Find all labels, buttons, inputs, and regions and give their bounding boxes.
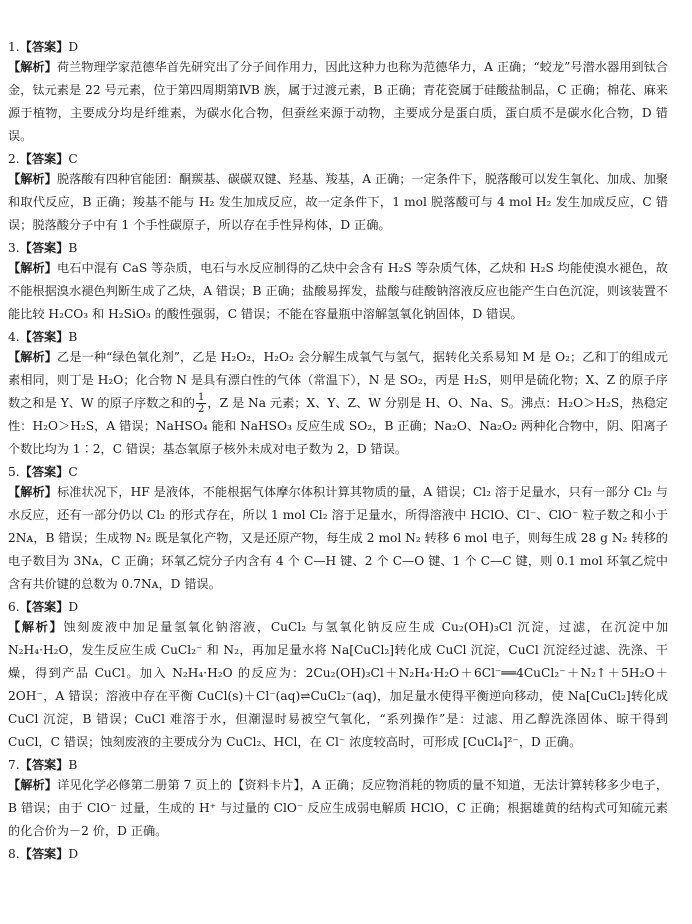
- answer-line: 7.【答案】B: [8, 758, 78, 772]
- question-2: [8, 150, 668, 237]
- explanation: 【解析】脱落酸有四种官能团：酮羰基、碳碳双键、羟基、羧基，A 正确；一定条件下，脱落酸可以发生氧化、加成、加聚和取代反应，B 正确；羧基不能与 H₂ 发生加成反应，故一定条件下，1 mol 脱落酸可与 4 mol H₂ 发生加成反应，C 错误；脱落酸分子中有 1 个手性碳原子，所以存在手性异构体，D 正确。: [8, 172, 668, 232]
- explanation: 【解析】标准状况下，HF 是液体，不能根据气体摩尔体积计算其物质的量，A 错误；Cl₂ 溶于足量水，只有一部分 Cl₂ 与水反应，还有一部分仍以 Cl₂ 的形式存在，所以 1 mol Cl₂ 溶于足量水，所得溶液中 HClO、Cl⁻、ClO⁻ 粒子数之和小于 2Nᴀ，B 错误；生成物 N₂ 既是氧化产物，又是还原产物，每生成 2 mol N₂ 转移 6 mol 电子，则每生成 28 g N₂ 转移的电子数目为 3Nᴀ，C 正确；环氧乙烷分子内含有 4 个 C—H 键、2 个 C—O 键、1 个 C—C 键，则 0.1 mol 环氧乙烷中含有共价键的总数为 0.7Nᴀ，D 错误。: [8, 485, 668, 591]
- question-6: [8, 598, 668, 754]
- explanation: 【解析】详见化学必修第二册第 7 页上的【资料卡片】，A 正确；反应物消耗的物质的量不知道，无法计算转移多少电子，B 错误；由于 ClO⁻ 过量，生成的 H⁺ 与过量的 ClO⁻ 反应生成弱电解质 HClO，C 正确；根据雄黄的结构式可知硫元素的化合价为－2 价，D 正确。: [8, 778, 669, 838]
- fraction-one-half: $\frac{1}{2}$: [198, 392, 205, 415]
- question-1: [8, 38, 668, 148]
- question-7: [8, 756, 668, 843]
- answer-line: 4.【答案】B: [8, 330, 78, 344]
- answer-line: 5.【答案】C: [8, 465, 78, 479]
- answer-line: 3.【答案】B: [8, 241, 78, 255]
- explanation: 【解析】乙是一种“绿色氧化剂”，乙是 H₂O₂，H₂O₂ 会分解生成氧气与氢气，据转化关系易知 M 是 O₂；乙和丁的组成元素相同，则丁是 H₂O；化合物 N 是具有漂白性的气体（常温下），N 是 SO₂，丙是 H₂S，则甲是硫化物；X、Z 的原子序数之和是 Y、W 的原子序数之和的 $\frac{1}{2}$ ，Z 是 Na 元素；X、Y、Z、W 分别是 H、O、Na、S。沸点：H₂O＞H₂S，热稳定性：H₂O＞H₂S，A 错误；NaHSO₄ 能和 NaHSO₃ 反应生成 SO₂，B 正确；Na₂O、Na₂O₂ 两种化合物中，阴、阳离子个数比均为 1∶2，C 错误；基态氧原子核外未成对电子数为 2，D 错误。: [8, 350, 668, 456]
- answer-line: 1.【答案】D: [8, 40, 79, 54]
- explanation: 【解析】荷兰物理学家范德华首先研究出了分子间作用力，因此这种力也称为范德华力，A 正确；“蛟龙”号潜水器用到钛合金，钛元素是 22 号元素，位于第四周期第ⅣB 族，属于过渡元素，B 正确；青花瓷属于硅酸盐制品，C 正确；棉花、麻来源于植物，主要成分均是纤维素，为碳水化合物，但蚕丝来源于动物，主要成分是蛋白质，蛋白质不是碳水化合物，D 错误。: [8, 60, 669, 143]
- explanation: 【解析】蚀刻废液中加足量氢氧化钠溶液，CuCl₂ 与氢氧化钠反应生成 Cu₂(OH)₃Cl 沉淀，过滤，在沉淀中加 N₂H₄·H₂O，发生反应生成 CuCl₂⁻ 和 N₂，再加足量水将 Na[CuCl₂]转化成 CuCl 沉淀，CuCl 沉淀经过滤、洗涤、干燥，得到产品 CuCl。加入 N₂H₄·H₂O 的反应为：2Cu₂(OH)₃Cl＋N₂H₄·H₂O＋6Cl⁻══4CuCl₂⁻＋N₂↑＋5H₂O＋2OH⁻，A 错误；溶液中存在平衡 CuCl(s)＋Cl⁻(aq)⇌CuCl₂⁻(aq)，加足量水使得平衡逆向移动，使 Na[CuCl₂]转化成 CuCl 沉淀，B 错误；CuCl 难溶于水，但潮湿时易被空气氧化，“系列操作”是：过滤、用乙醇洗涤固体、晾干得到 CuCl，C 错误；蚀刻废液的主要成分为 CuCl₂、HCl，在 Cl⁻ 浓度较高时，可形成 [CuCl₄]²⁻，D 正确。: [8, 620, 669, 749]
- question-3: [8, 239, 668, 326]
- answer-line: 2.【答案】C: [8, 152, 78, 166]
- answer-line: 8.【答案】D: [8, 847, 79, 861]
- explanation: 【解析】电石中混有 CaS 等杂质，电石与水反应制得的乙炔中会含有 H₂S 等杂质气体，乙炔和 H₂S 均能使溴水褪色，故不能根据溴水褪色判断生成了乙炔，A 错误；B 正确；盐酸易挥发，盐酸与硅酸钠溶液反应也能产生白色沉淀，则该装置不能比较 H₂CO₃ 和 H₂SiO₃ 的酸性强弱，C 错误；不能在容量瓶中溶解氢氧化钠固体，D 错误。: [8, 261, 668, 321]
- question-4: [8, 328, 668, 461]
- question-5: [8, 463, 668, 596]
- answer-line: 6.【答案】D: [8, 600, 79, 614]
- question-8: [8, 845, 668, 863]
